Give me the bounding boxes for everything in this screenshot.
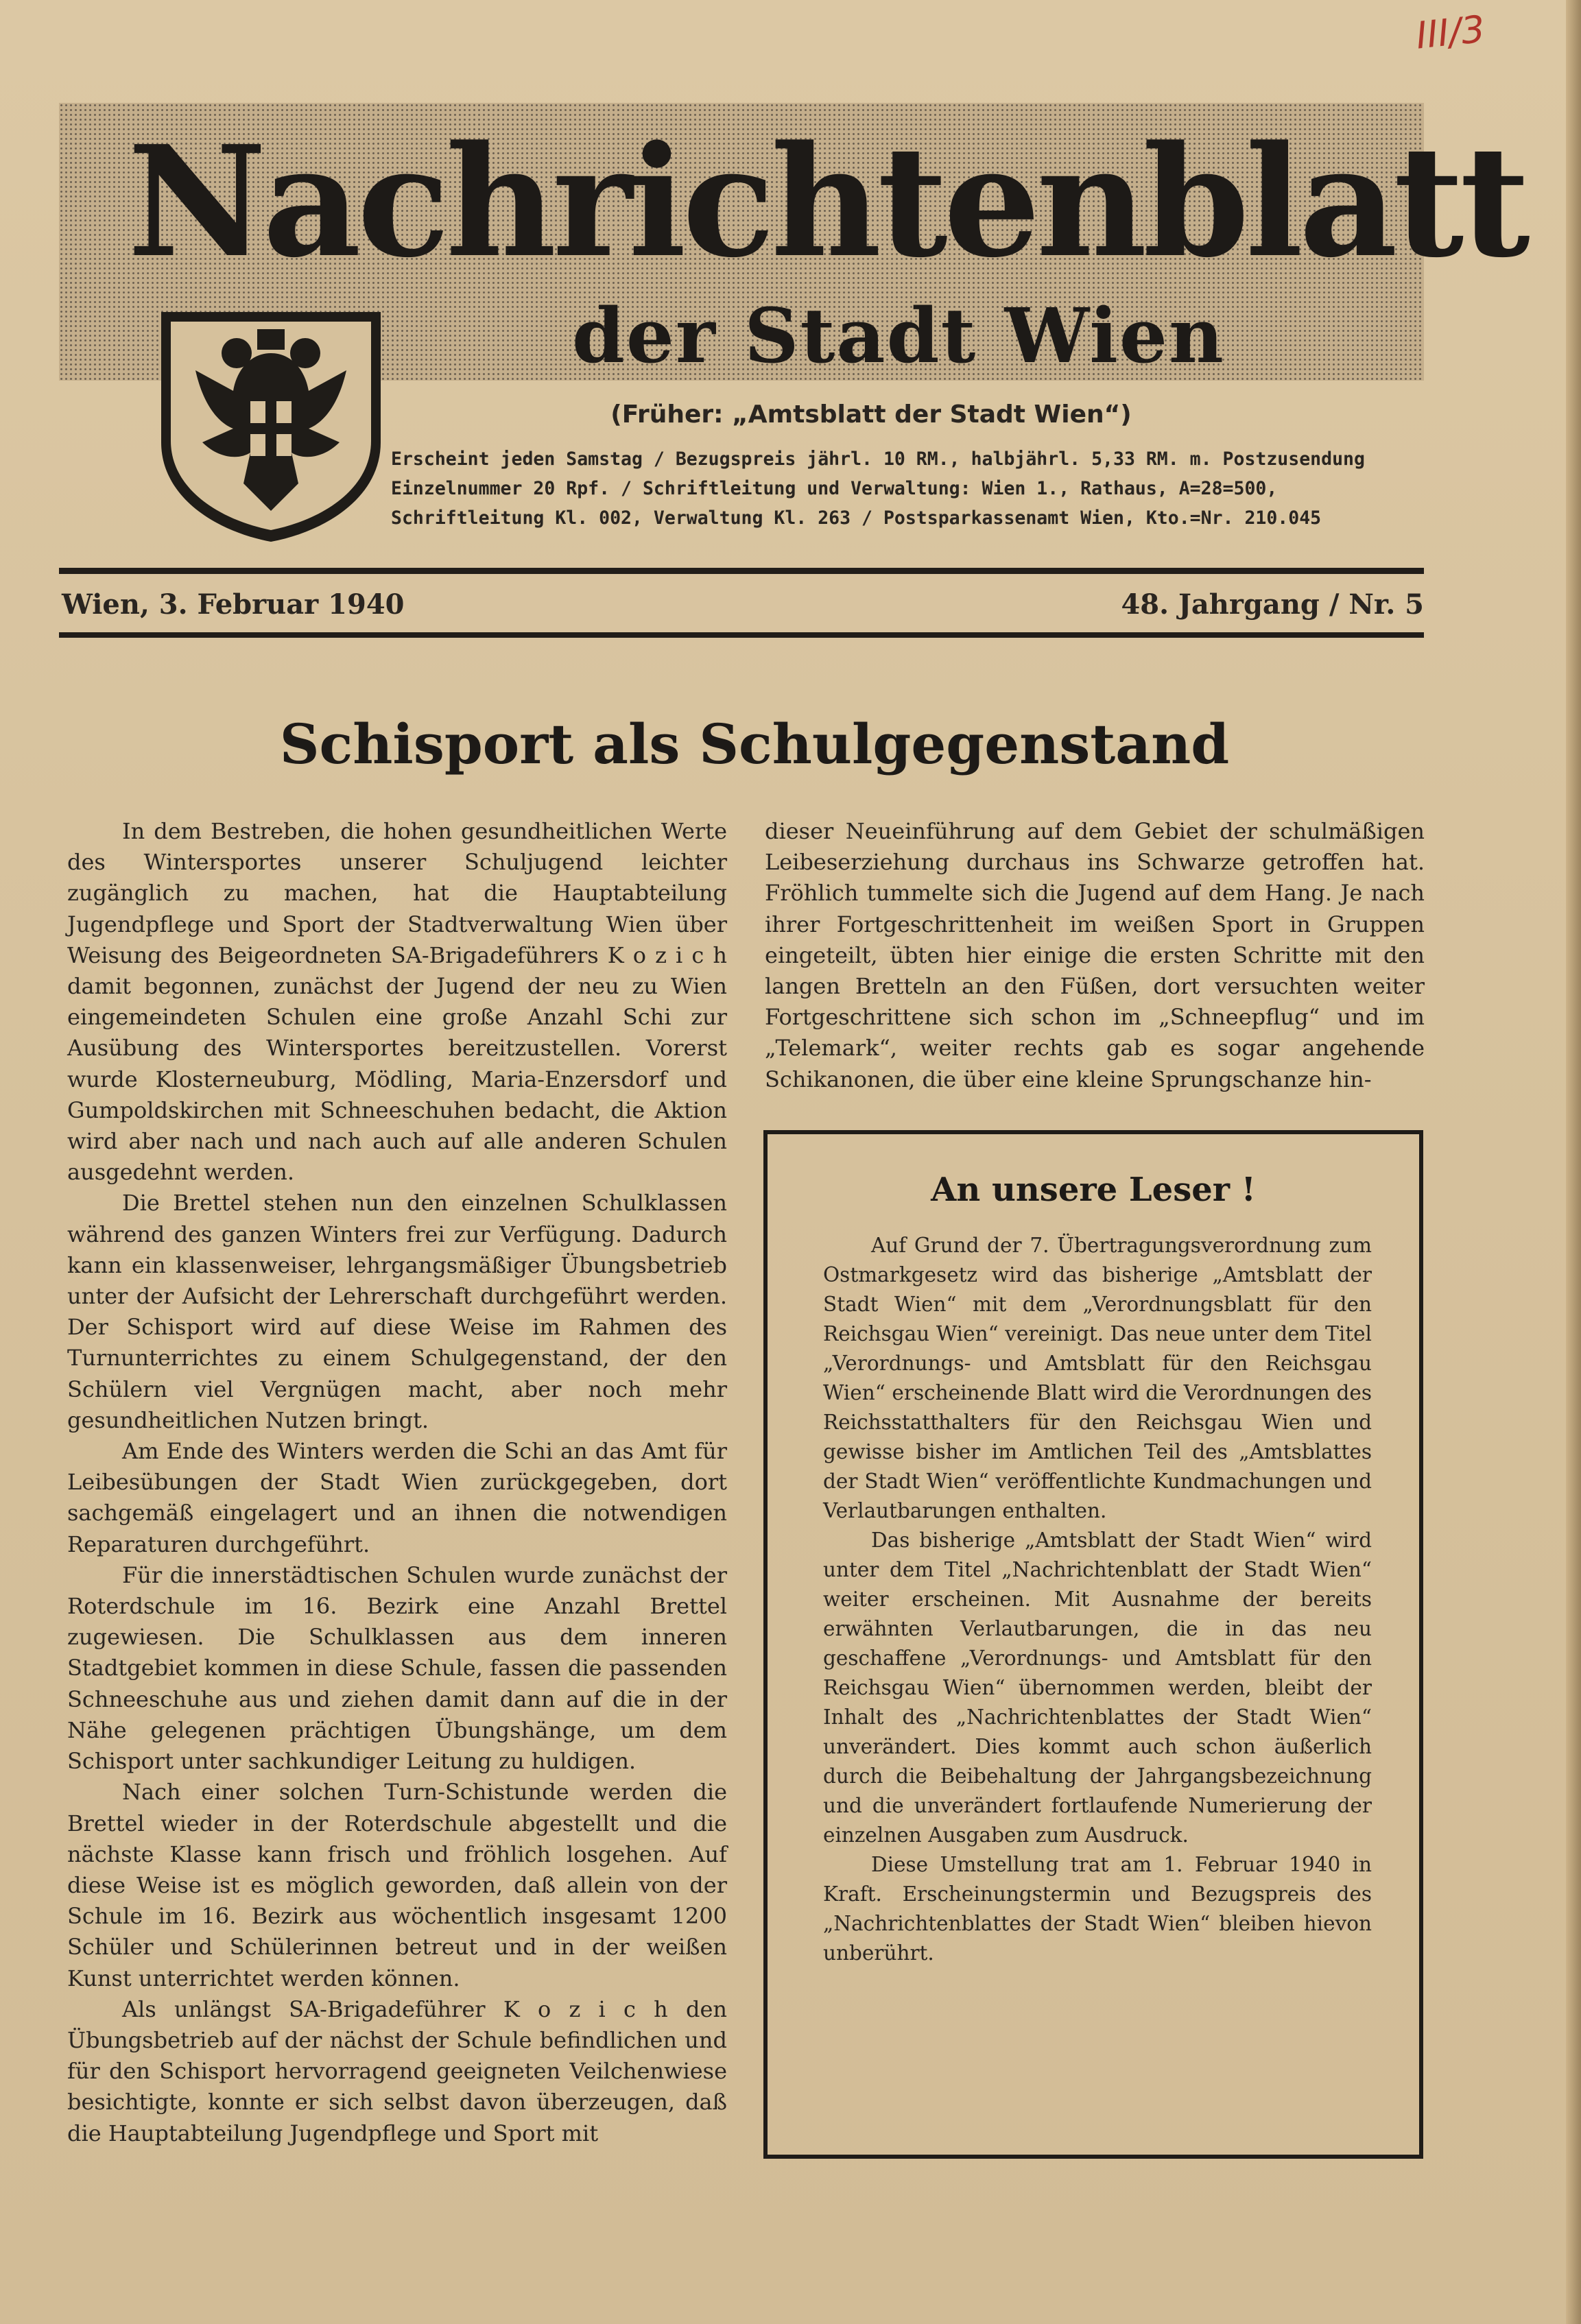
former-title: (Früher: „Amtsblatt der Stadt Wien“) bbox=[610, 400, 1132, 429]
bottom-rule bbox=[59, 632, 1424, 638]
article-continuation: dieser Neueinführung auf dem Gebiet der schulmäßigen Leibeserziehung durchaus ins Schwarze getroffen hat. Fröhlich tummelte sich die Jugend auf dem Hang. Je nach ihrer Fortgeschrittenheit im weißen Sport in Gruppen eingeteilt, übten hier einige die ersten Schritte mit den langen Bretteln an den Füßen, dort versuchten weiter Fortgeschrittene sich schon im „Schneepflug“ und im „Telemark“, weiter rechts gab es sogar angehende Schikanonen, die über eine kleine Sprungschanze hin- bbox=[765, 818, 1425, 1092]
article-paragraph: Als unlängst SA-Brigadeführer K o z i c h den Übungsbetrieb auf der nächst der Schule befindlichen und für den Schisport hervorragend geeigneten Veilchenwiese besichtigte, konnte er sich selbst davon überzeugen, daß die Hauptabteilung Jugendpflege und Sport mit bbox=[67, 1996, 727, 2146]
info-line: Einzelnummer 20 Rpf. / Schriftleitung und Verwaltung: Wien 1., Rathaus, A=28=500, bbox=[391, 478, 1278, 499]
article-paragraph: Nach einer solchen Turn-Schistunde werden die Brettel wieder in der Roterdschule abgestellt und die nächste Klasse kann frisch und fröhlich losgehen. Auf diese Weise ist es möglich geworden, daß allein von der Schule im 16. Bezirk aus wöchentlich insgesamt 1200 Schüler und Schülerinnen betreut und in der weißen Kunst unterrichtet werden können. bbox=[67, 1779, 727, 1991]
masthead-title: Nachrichtenblatt bbox=[128, 113, 1526, 291]
notice-paragraph: Das bisherige „Amtsblatt der Stadt Wien“ wird unter dem Titel „Nachrichtenblatt der Stadt Wien“ weiter erscheinen. Mit Ausnahme der bereits erwähnten Verlautbarungen, die in das neu geschaffene „Verordnungs- und Amtsblatt für den Reichsgau Wien“ übernommen werden, bleibt der Inhalt des „Nachrichtenblattes der Stadt Wien“ unverändert. Dies kommt auch schon äußerlich durch die Beibehaltung der Jahrgangsbezeichnung und die unverändert fortlaufende Numerierung der einzelnen Ausgaben zum Ausdruck. bbox=[823, 1529, 1372, 1847]
notice-paragraph: Diese Umstellung trat am 1. Februar 1940 in Kraft. Erscheinungstermin und Bezugspreis des „Nachrichtenblattes der Stadt Wien“ bleiben hievon unberührt. bbox=[823, 1853, 1372, 1965]
catalog-mark: III/3 bbox=[1414, 7, 1487, 58]
article-paragraph: Die Brettel stehen nun den einzelnen Schulklassen während des ganzen Winters frei zur Verfügung. Dadurch kann ein klassenweiser, lehrgangsmäßiger Übungsbetrieb unter der Aufsicht der Lehrerschaft durchgeführt werden. Der Schisport wird auf diese Weise im Rahmen des Turnunterrichtes zu einem Schulgegenstand, der den Schülern viel Vergnügen macht, aber noch mehr gesundheitlichen Nutzen bringt. bbox=[67, 1190, 727, 1433]
publication-info bbox=[391, 444, 1372, 534]
article-paragraph: Am Ende des Winters werden die Schi an das Amt für Leibesübungen der Stadt Wien zurückgegeben, dort sachgemäß eingelagert und an ihnen die notwendigen Reparaturen durchgeführt. bbox=[67, 1438, 727, 1557]
coat-of-arms-eagle-icon bbox=[154, 305, 388, 544]
info-line: Schriftleitung Kl. 002, Verwaltung Kl. 263 / Postsparkassenamt Wien, Kto.=Nr. 210.045 bbox=[391, 507, 1322, 529]
article-right-column bbox=[765, 816, 1425, 1092]
dateline bbox=[59, 577, 1424, 632]
article-paragraph: In dem Bestreben, die hohen gesundheitlichen Werte des Wintersportes unserer Schuljugend leichter zugänglich zu machen, hat die Hauptabteilung Jugendpflege und Sport der Stadtverwaltung Wien über Weisung des Beigeordneten SA-Brigadeführers K o z i c h damit begonnen, zunächst der Jugend der neu zu Wien eingemeindeten Schulen eine große Anzahl Schi zur Ausübung des Wintersportes bereitzustellen. Vorerst wurde Klosterneuburg, Mödling, Maria-Enzersdorf und Gumpoldskirchen mit Schneeschuhen bedacht, die Aktion wird aber nach und nach auch auf alle anderen Schulen ausgedehnt werden. bbox=[67, 818, 727, 1186]
article-headline: Schisport als Schulgegenstand bbox=[279, 712, 1230, 776]
notice-paragraph: Auf Grund der 7. Übertragungsverordnung zum Ostmarkgesetz wird das bisherige „Amtsblatt der Stadt Wien“ mit dem „Verordnungsblatt für den Reichsgau Wien“ vereinigt. Das neue unter dem Titel „Verordnungs- und Amtsblatt für den Reichsgau Wien“ erscheinende Blatt wird die Verordnungen des Reichsstatthalters für den Reichsgau Wien und gewisse bisher im Amtlichen Teil des „Amtsblattes der Stadt Wien“ veröffentlichte Kundmachungen und Verlautbarungen enthalten. bbox=[823, 1234, 1372, 1522]
article-left-column bbox=[67, 816, 727, 2229]
masthead-subtitle: der Stadt Wien bbox=[571, 291, 1226, 380]
notice-title: An unsere Leser ! bbox=[931, 1171, 1256, 1209]
issue-date: Wien, 3. Februar 1940 bbox=[62, 588, 405, 621]
top-rule bbox=[59, 568, 1424, 574]
article-paragraph: Für die innerstädtischen Schulen wurde zunächst der Roterdschule im 16. Bezirk eine Anzahl Brettel zugewiesen. Die Schulklassen aus dem inneren Stadtgebiet kommen in diese Schule, fassen die passenden Schneeschuhe aus und ziehen damit dann auf die in der Nähe gelegenen prächtigen Übungshänge, um dem Schisport unter sachkundiger Leitung zu huldigen. bbox=[67, 1561, 727, 1775]
issue-number: 48. Jahrgang / Nr. 5 bbox=[1121, 588, 1424, 621]
notice-body bbox=[823, 1231, 1372, 2150]
page-edge bbox=[1566, 0, 1581, 2324]
info-line: Erscheint jeden Samstag / Bezugspreis jährl. 10 RM., halbjährl. 5,33 RM. m. Postzusendung bbox=[391, 448, 1365, 470]
